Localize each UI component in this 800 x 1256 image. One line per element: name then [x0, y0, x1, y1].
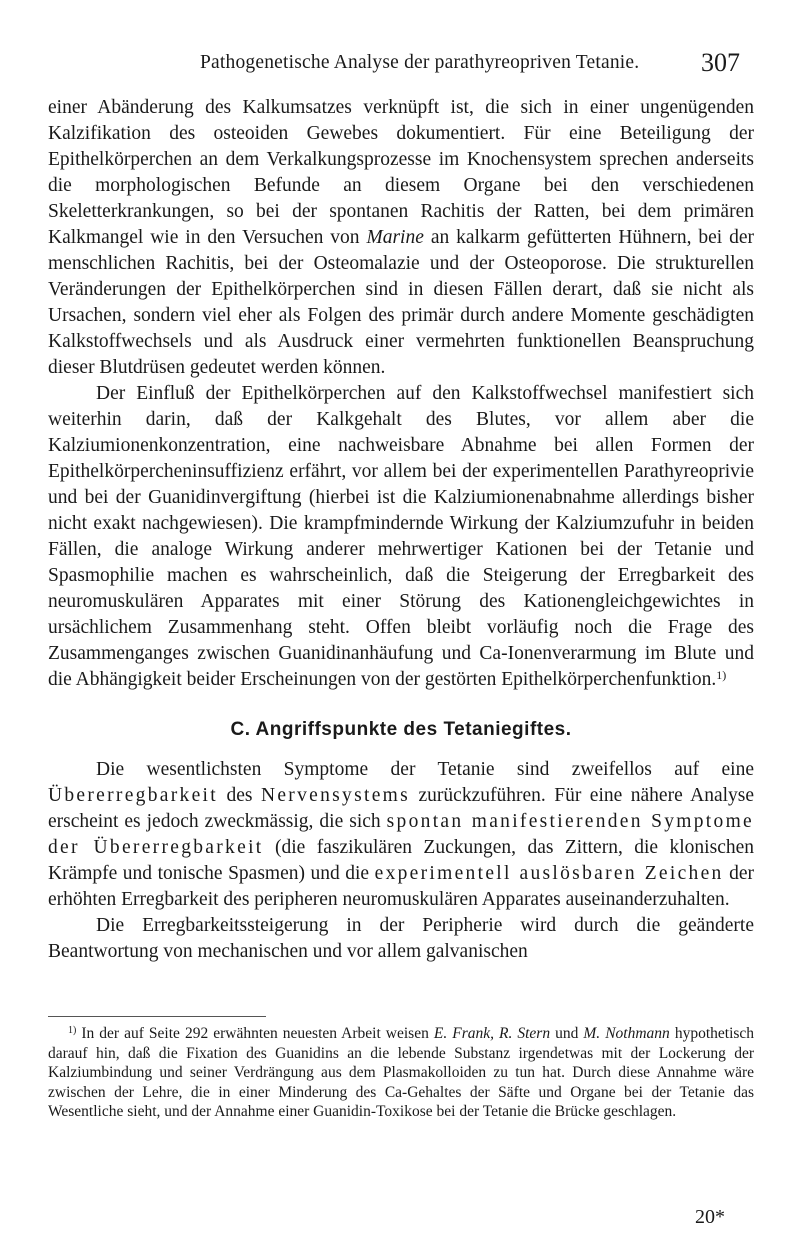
- footnote-rule: [48, 1016, 266, 1017]
- paragraph-3-text-e: der erhöhten Erregbarkeit des peripheren neuromuskulären Apparates auseinanderzuhalten.: [48, 863, 755, 910]
- footnote: [48, 1024, 754, 1122]
- paragraph-1-text-b: an kalkarm gefütterten Hühnern, bei der menschlichen Rachitis, bei der Osteomalazie und der Osteoporose. Die strukturellen Veränderungen der Epithelkörperchen sind in diesen Fällen derart, daß sie nicht als Ursachen, sondern viel eher als Folgen des primär durch andere Momente geschädigten Kalkstoffwechsels und als Ausdruck einer vermehrten funktionellen Beanspruchung dieser Blutdrüsen gedeutet werden können.: [48, 227, 755, 378]
- spaced-term-4: experimentell auslösbaren Zeichen: [374, 863, 724, 884]
- paragraph-2-text: Der Einfluß der Epithelkörperchen auf den Kalkstoffwechsel manifestiert sich weiterhin darin, daß der Kalkgehalt des Blutes, vor allem aber die Kalziumionenkonzentration, eine nachweisbare Abnahme bei allen Formen der Epithelkörpercheninsuffizienz erfährt, vor allem bei der experimentellen Parathyreoprivie und bei der Guanidinvergiftung (hierbei ist die Kalziumionenabnahme allerdings bisher nicht exakt nachgewiesen). Die krampfmindernde Wirkung der Kalziumzufuhr in beiden Fällen, die analoge Wirkung anderer mehrwertiger Kationen bei der Tetanie und Spasmophilie machen es wahrscheinlich, daß die Steigerung der Erregbarkeit des neuromuskulären Apparates mit einer Störung des Kationengleichgewichtes in ursächlichem Zusammenhang steht. Offen bleibt vorläufig noch die Frage des Zusammenganges zwischen Guanidinanhäufung und Ca-Ionenverarmung im Blute und die Abhängigkeit beider Erscheinungen von der gestörten Epithelkörperchenfunktion.: [48, 383, 754, 690]
- footnote-marker: 1): [68, 1025, 77, 1036]
- paragraph-3-text-b: des: [226, 785, 253, 806]
- paragraph-3: [48, 757, 754, 913]
- footnote-text-a: In der auf Seite 292 erwähnten neuesten Arbeit weisen: [81, 1025, 429, 1042]
- running-header-title: Pathogenetische Analyse der parathyreopriven Tetanie.: [200, 52, 640, 73]
- signature-mark: 20*: [695, 1206, 725, 1228]
- footnote-author-names-2: M. Nothmann: [583, 1025, 670, 1042]
- spaced-term-3: spontan manifestierenden Symptome der Übererregbarkeit: [48, 811, 755, 858]
- spaced-term-1: Übererregbarkeit: [48, 785, 218, 806]
- paragraph-4: Die Erregbarkeitssteigerung in der Peripherie wird durch die geänderte Beantwortung von mechanischen und vor allem galvanischen: [48, 915, 754, 962]
- footnote-text-b: und: [555, 1025, 579, 1042]
- paragraph-1-text-a: einer Abänderung des Kalkumsatzes verknüpft ist, die sich in einer ungenügenden Kalzifikation des osteoiden Gewebes dokumentiert. Für eine Beteiligung der Epithelkörperchen an dem Verkalkungsprozesse im Knochensystem sprechen anderseits die morphologischen Befunde an diesem Organe bei den verschiedenen Skeletterkrankungen, so bei der spontanen Rachitis der Ratten, bei dem primären Kalkmangel wie in den Versuchen von: [48, 97, 754, 248]
- paragraph-1: [48, 95, 754, 381]
- paragraph-3-text-d: (die faszikulären Zuckungen, das Zittern, die klonischen Krämpfe und tonische Spasmen) und die: [48, 837, 754, 884]
- page-number: 307: [701, 48, 740, 77]
- footnote-text-c: hypothetisch darauf hin, daß die Fixation des Guanidins an die lebende Substanz irgendetwas mit der Lockerung der Kalziumbindung und seiner Verdrängung aus dem Plasmakolloiden zu tun hat. Durch diese Annahme wäre zwischen der Lehre, die in einer Minderung des Ca-Gehaltes der Säfte und Organe bei der Tetanie das Wesentliche sieht, und der Annahme einer Guanidin-Toxikose bei der Tetanie die Brücke geschlagen.: [48, 1025, 755, 1120]
- paragraph-3-text-a: Die wesentlichsten Symptome der Tetanie sind zweifellos auf eine: [96, 759, 754, 780]
- author-name-marine: Marine: [366, 227, 424, 248]
- body-text: [48, 95, 754, 965]
- footnote-text: [48, 1024, 754, 1122]
- footnote-reference: 1): [716, 668, 727, 682]
- footnote-author-names-1: E. Frank, R. Stern: [433, 1025, 551, 1042]
- paragraph-3-text-c: zurückzuführen. Für eine nähere Analyse erscheint es jedoch zweckmässig, die sich: [48, 785, 755, 832]
- paragraph-2: [48, 381, 754, 693]
- spaced-term-2: Nervensystems: [260, 785, 411, 806]
- section-heading: C. Angriffspunkte des Tetaniegiftes.: [230, 719, 572, 740]
